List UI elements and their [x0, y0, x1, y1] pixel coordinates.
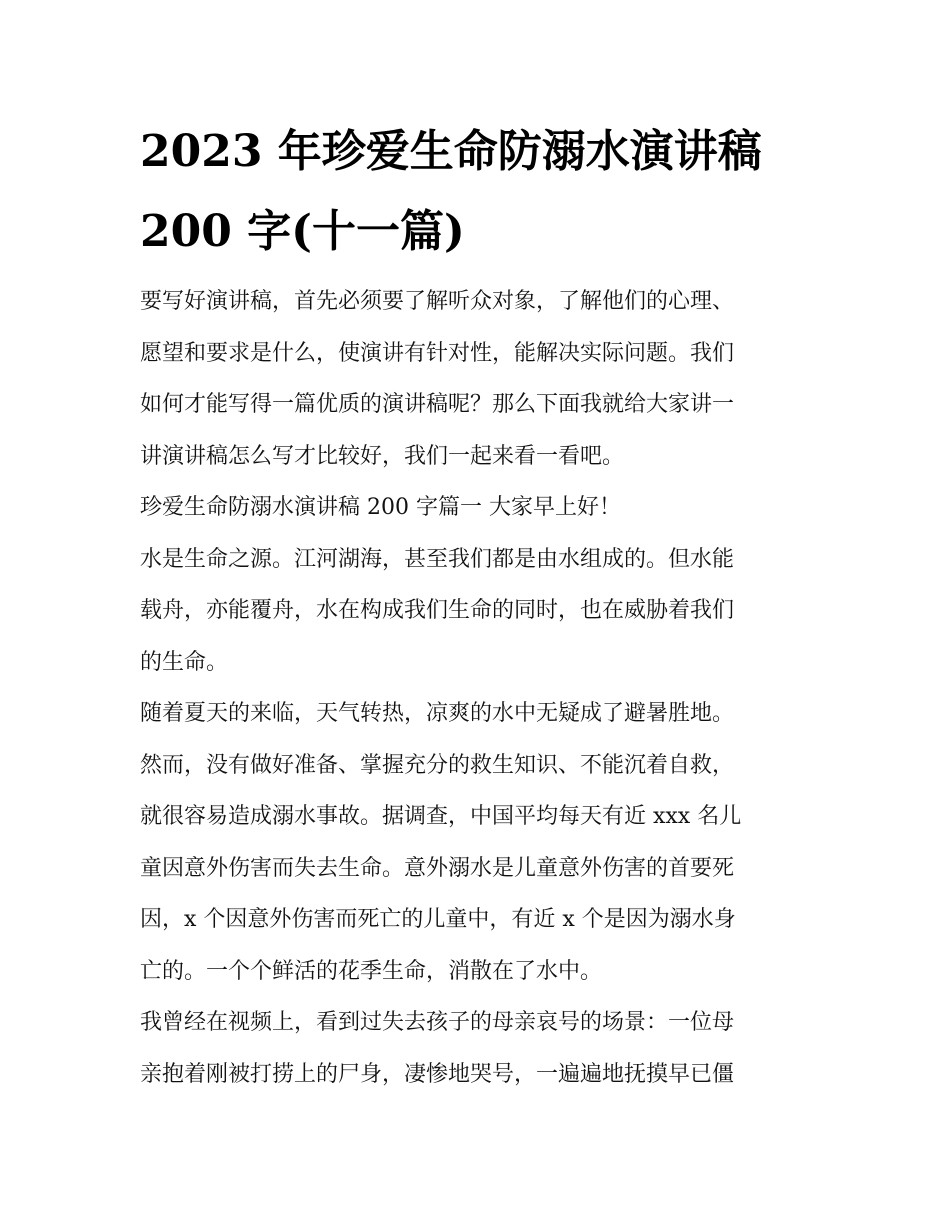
document-body [140, 280, 812, 1104]
document-title: 2023 年珍爱生命防溺水演讲稿 200 字(十一篇) [140, 126, 762, 257]
body-line: 的生命。 [140, 649, 229, 675]
body-line: 亲抱着刚被打捞上的尸身，凄惨地哭号，一遍遍地抚摸早已僵 [140, 1061, 735, 1087]
body-line: 讲演讲稿怎么写才比较好，我们一起来看一看吧。 [140, 443, 625, 469]
body-line: 水是生命之源。江河湖海，甚至我们都是由水组成的。但水能 [140, 546, 735, 572]
body-line: 亡的。一个个鲜活的花季生命，消散在了水中。 [140, 958, 603, 984]
section-heading-line: 珍爱生命防溺水演讲稿 200 字篇一 大家早上好！ [140, 495, 621, 520]
body-line: 我曾经在视频上，看到过失去孩子的母亲哀号的场景：一位母 [140, 1010, 735, 1035]
body-line: 就很容易造成溺水事故。据调查，中国平均每天有近 xxx 名儿 [140, 804, 742, 829]
body-line: 因，x 个因意外伤害而死亡的儿童中，有近 x 个是因为溺水身 [140, 907, 736, 932]
body-line: 载舟，亦能覆舟，水在构成我们生命的同时，也在威胁着我们 [140, 598, 735, 623]
body-line: 愿望和要求是什么，使演讲有针对性，能解决实际问题。我们 [140, 340, 735, 366]
body-line: 随着夏天的来临，天气转热，凉爽的水中无疑成了避暑胜地。 [140, 701, 735, 726]
body-line: 要写好演讲稿，首先必须要了解听众对象，了解他们的心理、 [140, 289, 735, 314]
body-line: 然而，没有做好准备、掌握充分的救生知识、不能沉着自救， [140, 752, 735, 778]
body-line: 如何才能写得一篇优质的演讲稿呢？那么下面我就给大家讲一 [140, 392, 735, 417]
body-line: 童因意外伤害而失去生命。意外溺水是儿童意外伤害的首要死 [140, 855, 735, 881]
